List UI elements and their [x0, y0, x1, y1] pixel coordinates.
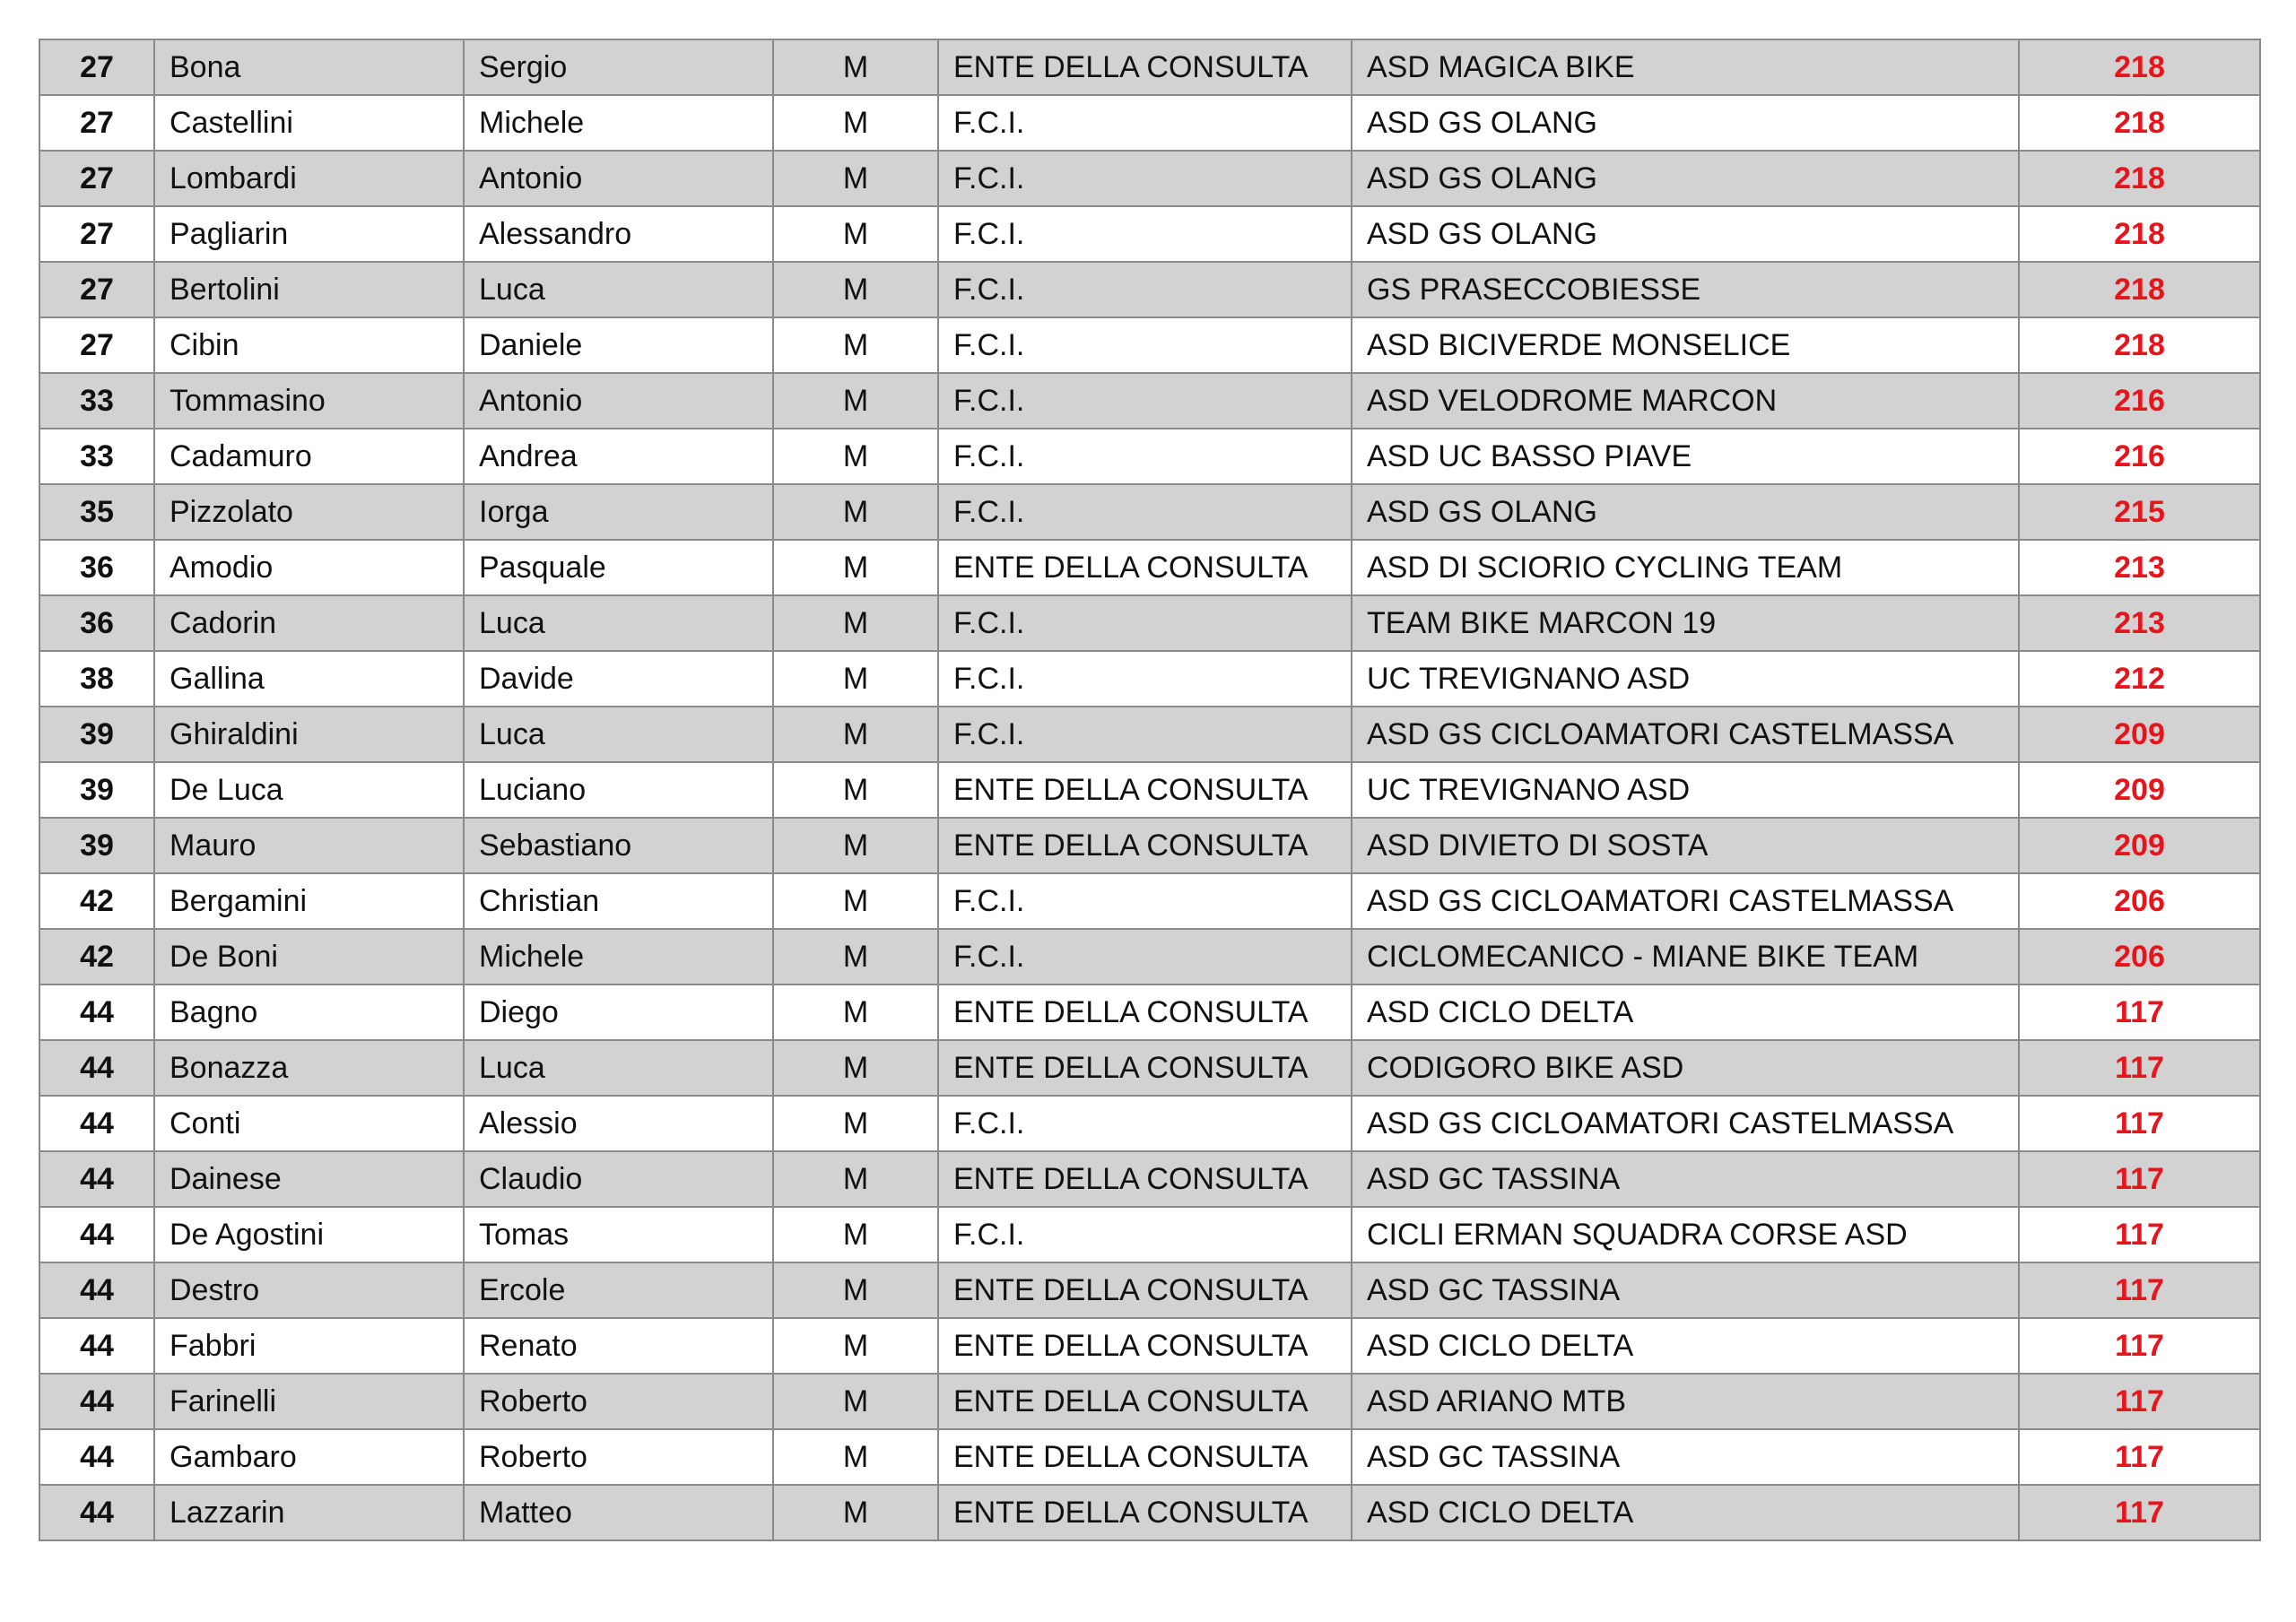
table-row [39, 1318, 2260, 1374]
federation-cell: F.C.I. [938, 873, 1352, 929]
federation-cell: F.C.I. [938, 95, 1352, 151]
surname-cell: Tommasino [154, 373, 464, 429]
team-cell: ASD ARIANO MTB [1352, 1374, 2019, 1429]
table-row [39, 595, 2260, 651]
points-cell: 117 [2019, 1151, 2260, 1207]
federation-cell: F.C.I. [938, 262, 1352, 317]
team-cell: ASD GC TASSINA [1352, 1429, 2019, 1485]
points-cell: 216 [2019, 429, 2260, 484]
surname-cell: Amodio [154, 540, 464, 595]
sex-cell: M [773, 929, 938, 984]
sex-cell: M [773, 1040, 938, 1096]
first-name-cell: Antonio [464, 373, 773, 429]
surname-cell: Pizzolato [154, 484, 464, 540]
sex-cell: M [773, 651, 938, 707]
federation-cell: ENTE DELLA CONSULTA [938, 39, 1352, 95]
sex-cell: M [773, 1485, 938, 1540]
position-cell: 36 [39, 540, 154, 595]
team-cell: ASD GS CICLOAMATORI CASTELMASSA [1352, 1096, 2019, 1151]
points-cell: 117 [2019, 1262, 2260, 1318]
federation-cell: ENTE DELLA CONSULTA [938, 1485, 1352, 1540]
surname-cell: Mauro [154, 818, 464, 873]
first-name-cell: Sergio [464, 39, 773, 95]
team-cell: TEAM BIKE MARCON 19 [1352, 595, 2019, 651]
table-row [39, 206, 2260, 262]
first-name-cell: Luca [464, 262, 773, 317]
surname-cell: Bona [154, 39, 464, 95]
federation-cell: ENTE DELLA CONSULTA [938, 1318, 1352, 1374]
points-cell: 209 [2019, 818, 2260, 873]
first-name-cell: Antonio [464, 151, 773, 206]
first-name-cell: Roberto [464, 1374, 773, 1429]
team-cell: ASD GS CICLOAMATORI CASTELMASSA [1352, 873, 2019, 929]
first-name-cell: Michele [464, 95, 773, 151]
surname-cell: De Agostini [154, 1207, 464, 1262]
table-row [39, 484, 2260, 540]
surname-cell: Castellini [154, 95, 464, 151]
team-cell: ASD GC TASSINA [1352, 1151, 2019, 1207]
points-cell: 218 [2019, 262, 2260, 317]
position-cell: 27 [39, 95, 154, 151]
surname-cell: Lazzarin [154, 1485, 464, 1540]
points-cell: 212 [2019, 651, 2260, 707]
table-row [39, 1374, 2260, 1429]
federation-cell: ENTE DELLA CONSULTA [938, 1374, 1352, 1429]
points-cell: 218 [2019, 95, 2260, 151]
team-cell: ASD DI SCIORIO CYCLING TEAM [1352, 540, 2019, 595]
first-name-cell: Alessandro [464, 206, 773, 262]
first-name-cell: Roberto [464, 1429, 773, 1485]
surname-cell: Bagno [154, 984, 464, 1040]
first-name-cell: Pasquale [464, 540, 773, 595]
sex-cell: M [773, 1096, 938, 1151]
points-cell: 215 [2019, 484, 2260, 540]
federation-cell: F.C.I. [938, 429, 1352, 484]
federation-cell: F.C.I. [938, 1207, 1352, 1262]
table-row [39, 762, 2260, 818]
surname-cell: Farinelli [154, 1374, 464, 1429]
first-name-cell: Diego [464, 984, 773, 1040]
team-cell: CICLI ERMAN SQUADRA CORSE ASD [1352, 1207, 2019, 1262]
federation-cell: F.C.I. [938, 484, 1352, 540]
table-row [39, 429, 2260, 484]
surname-cell: Pagliarin [154, 206, 464, 262]
first-name-cell: Matteo [464, 1485, 773, 1540]
table-row [39, 95, 2260, 151]
results-table-body [39, 39, 2260, 1540]
position-cell: 27 [39, 317, 154, 373]
sex-cell: M [773, 95, 938, 151]
surname-cell: Bertolini [154, 262, 464, 317]
table-row [39, 1485, 2260, 1540]
sex-cell: M [773, 429, 938, 484]
position-cell: 27 [39, 151, 154, 206]
table-row [39, 540, 2260, 595]
table-row [39, 818, 2260, 873]
table-row [39, 39, 2260, 95]
sex-cell: M [773, 1374, 938, 1429]
surname-cell: Lombardi [154, 151, 464, 206]
federation-cell: F.C.I. [938, 707, 1352, 762]
first-name-cell: Andrea [464, 429, 773, 484]
first-name-cell: Daniele [464, 317, 773, 373]
team-cell: CODIGORO BIKE ASD [1352, 1040, 2019, 1096]
team-cell: ASD GS OLANG [1352, 95, 2019, 151]
position-cell: 33 [39, 429, 154, 484]
position-cell: 39 [39, 818, 154, 873]
position-cell: 44 [39, 1318, 154, 1374]
federation-cell: ENTE DELLA CONSULTA [938, 818, 1352, 873]
team-cell: ASD GS OLANG [1352, 151, 2019, 206]
surname-cell: Cadamuro [154, 429, 464, 484]
points-cell: 117 [2019, 1096, 2260, 1151]
position-cell: 44 [39, 1040, 154, 1096]
team-cell: ASD CICLO DELTA [1352, 984, 2019, 1040]
table-row [39, 873, 2260, 929]
points-cell: 206 [2019, 873, 2260, 929]
position-cell: 44 [39, 1207, 154, 1262]
table-row [39, 1040, 2260, 1096]
points-cell: 117 [2019, 1040, 2260, 1096]
surname-cell: Cadorin [154, 595, 464, 651]
table-row [39, 1262, 2260, 1318]
first-name-cell: Luca [464, 1040, 773, 1096]
points-cell: 216 [2019, 373, 2260, 429]
points-cell: 209 [2019, 707, 2260, 762]
team-cell: ASD CICLO DELTA [1352, 1485, 2019, 1540]
points-cell: 117 [2019, 1429, 2260, 1485]
surname-cell: Cibin [154, 317, 464, 373]
team-cell: ASD UC BASSO PIAVE [1352, 429, 2019, 484]
federation-cell: ENTE DELLA CONSULTA [938, 1262, 1352, 1318]
sex-cell: M [773, 818, 938, 873]
position-cell: 44 [39, 1096, 154, 1151]
points-cell: 117 [2019, 1485, 2260, 1540]
sex-cell: M [773, 1207, 938, 1262]
federation-cell: F.C.I. [938, 317, 1352, 373]
sex-cell: M [773, 151, 938, 206]
surname-cell: De Luca [154, 762, 464, 818]
sex-cell: M [773, 1262, 938, 1318]
position-cell: 35 [39, 484, 154, 540]
federation-cell: F.C.I. [938, 929, 1352, 984]
points-cell: 117 [2019, 1318, 2260, 1374]
team-cell: UC TREVIGNANO ASD [1352, 651, 2019, 707]
federation-cell: F.C.I. [938, 651, 1352, 707]
sex-cell: M [773, 39, 938, 95]
first-name-cell: Michele [464, 929, 773, 984]
points-cell: 117 [2019, 1374, 2260, 1429]
surname-cell: Conti [154, 1096, 464, 1151]
table-row [39, 262, 2260, 317]
federation-cell: F.C.I. [938, 373, 1352, 429]
team-cell: ASD GS CICLOAMATORI CASTELMASSA [1352, 707, 2019, 762]
points-cell: 213 [2019, 540, 2260, 595]
surname-cell: Fabbri [154, 1318, 464, 1374]
position-cell: 27 [39, 206, 154, 262]
first-name-cell: Luca [464, 595, 773, 651]
position-cell: 27 [39, 39, 154, 95]
sex-cell: M [773, 262, 938, 317]
federation-cell: ENTE DELLA CONSULTA [938, 1429, 1352, 1485]
position-cell: 44 [39, 1429, 154, 1485]
sex-cell: M [773, 595, 938, 651]
table-row [39, 929, 2260, 984]
position-cell: 39 [39, 707, 154, 762]
table-row [39, 1429, 2260, 1485]
federation-cell: F.C.I. [938, 1096, 1352, 1151]
federation-cell: F.C.I. [938, 206, 1352, 262]
table-row [39, 1207, 2260, 1262]
first-name-cell: Davide [464, 651, 773, 707]
federation-cell: ENTE DELLA CONSULTA [938, 1151, 1352, 1207]
team-cell: ASD GS OLANG [1352, 484, 2019, 540]
position-cell: 36 [39, 595, 154, 651]
sex-cell: M [773, 373, 938, 429]
table-row [39, 317, 2260, 373]
first-name-cell: Claudio [464, 1151, 773, 1207]
points-cell: 206 [2019, 929, 2260, 984]
surname-cell: Dainese [154, 1151, 464, 1207]
position-cell: 39 [39, 762, 154, 818]
table-row [39, 1096, 2260, 1151]
points-cell: 218 [2019, 317, 2260, 373]
first-name-cell: Sebastiano [464, 818, 773, 873]
team-cell: ASD MAGICA BIKE [1352, 39, 2019, 95]
sex-cell: M [773, 540, 938, 595]
position-cell: 38 [39, 651, 154, 707]
sex-cell: M [773, 873, 938, 929]
first-name-cell: Alessio [464, 1096, 773, 1151]
position-cell: 44 [39, 1262, 154, 1318]
surname-cell: Bergamini [154, 873, 464, 929]
first-name-cell: Luca [464, 707, 773, 762]
position-cell: 44 [39, 1151, 154, 1207]
federation-cell: ENTE DELLA CONSULTA [938, 762, 1352, 818]
table-row [39, 151, 2260, 206]
position-cell: 44 [39, 984, 154, 1040]
position-cell: 42 [39, 929, 154, 984]
team-cell: ASD CICLO DELTA [1352, 1318, 2019, 1374]
surname-cell: De Boni [154, 929, 464, 984]
surname-cell: Gallina [154, 651, 464, 707]
federation-cell: ENTE DELLA CONSULTA [938, 1040, 1352, 1096]
first-name-cell: Christian [464, 873, 773, 929]
federation-cell: F.C.I. [938, 595, 1352, 651]
sex-cell: M [773, 484, 938, 540]
points-cell: 213 [2019, 595, 2260, 651]
surname-cell: Bonazza [154, 1040, 464, 1096]
sex-cell: M [773, 206, 938, 262]
surname-cell: Ghiraldini [154, 707, 464, 762]
table-row [39, 984, 2260, 1040]
team-cell: CICLOMECANICO - MIANE BIKE TEAM [1352, 929, 2019, 984]
team-cell: GS PRASECCOBIESSE [1352, 262, 2019, 317]
sex-cell: M [773, 707, 938, 762]
sex-cell: M [773, 762, 938, 818]
first-name-cell: Renato [464, 1318, 773, 1374]
table-row [39, 651, 2260, 707]
points-cell: 218 [2019, 39, 2260, 95]
sex-cell: M [773, 317, 938, 373]
surname-cell: Destro [154, 1262, 464, 1318]
team-cell: ASD BICIVERDE MONSELICE [1352, 317, 2019, 373]
federation-cell: ENTE DELLA CONSULTA [938, 984, 1352, 1040]
sex-cell: M [773, 1151, 938, 1207]
points-cell: 218 [2019, 151, 2260, 206]
position-cell: 44 [39, 1374, 154, 1429]
federation-cell: ENTE DELLA CONSULTA [938, 540, 1352, 595]
federation-cell: F.C.I. [938, 151, 1352, 206]
team-cell: ASD GS OLANG [1352, 206, 2019, 262]
first-name-cell: Ercole [464, 1262, 773, 1318]
position-cell: 33 [39, 373, 154, 429]
surname-cell: Gambaro [154, 1429, 464, 1485]
first-name-cell: Iorga [464, 484, 773, 540]
first-name-cell: Tomas [464, 1207, 773, 1262]
points-cell: 209 [2019, 762, 2260, 818]
table-row [39, 707, 2260, 762]
table-row [39, 373, 2260, 429]
sex-cell: M [773, 1318, 938, 1374]
results-table [39, 39, 2261, 1541]
points-cell: 117 [2019, 1207, 2260, 1262]
position-cell: 44 [39, 1485, 154, 1540]
first-name-cell: Luciano [464, 762, 773, 818]
team-cell: UC TREVIGNANO ASD [1352, 762, 2019, 818]
points-cell: 218 [2019, 206, 2260, 262]
team-cell: ASD VELODROME MARCON [1352, 373, 2019, 429]
team-cell: ASD GC TASSINA [1352, 1262, 2019, 1318]
sex-cell: M [773, 984, 938, 1040]
points-cell: 117 [2019, 984, 2260, 1040]
position-cell: 27 [39, 262, 154, 317]
team-cell: ASD DIVIETO DI SOSTA [1352, 818, 2019, 873]
table-row [39, 1151, 2260, 1207]
position-cell: 42 [39, 873, 154, 929]
sex-cell: M [773, 1429, 938, 1485]
